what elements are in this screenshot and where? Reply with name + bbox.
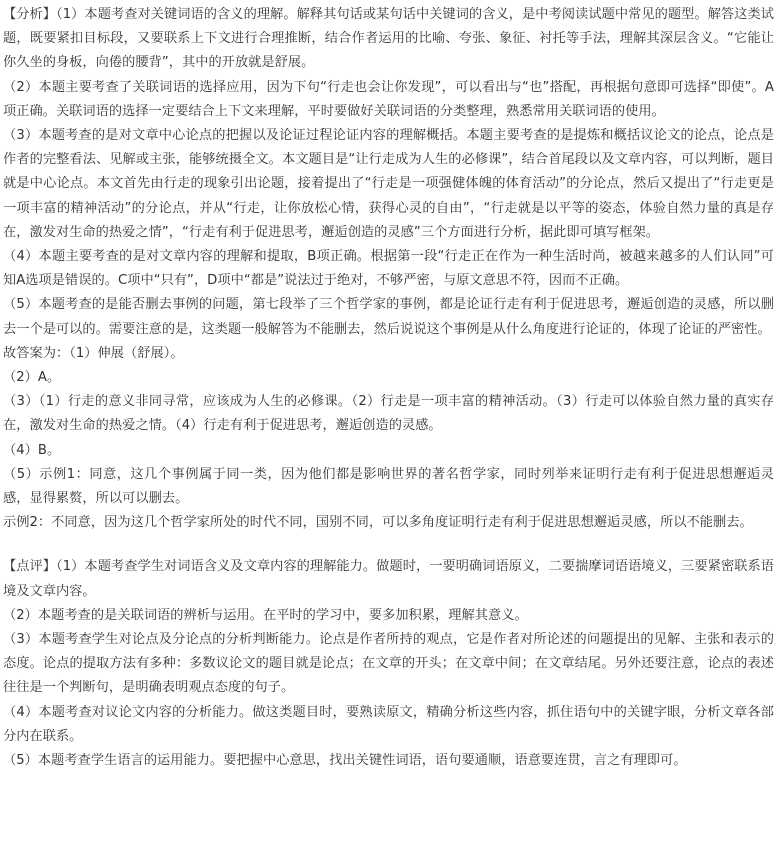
comment-paragraph-2: （2）本题考查的是关联词语的辨析与运用。在平时的学习中，要多加积累，理解其意义。 xyxy=(3,607,528,623)
answer-line-5-example-1: （5）示例1：同意，这几个事例属于同一类，因为他们都是影响世界的著名哲学家，同时列举来证明行走有利于促进思想邂逅灵感，显得累赘，所以可以删去。 xyxy=(3,466,774,507)
analysis-paragraph-1 xyxy=(3,3,774,76)
analysis-paragraph-2: （2）本题主要考查了关联词语的选择应用，因为下句“行走也会让你发现”，可以看出与“也”搭配，再根据句意即可选择“即使”。A项正确。关联词语的选择一定要结合上下文来理解，平时要做好关联词语的分类整理，熟悉常用关联词语的使用。 xyxy=(3,79,774,119)
analysis-tag: 【分析】 xyxy=(3,7,57,22)
analysis-section xyxy=(3,3,774,535)
section-gap xyxy=(3,535,774,555)
analysis-paragraph-5: （5）本题考查的是能否删去事例的问题，第七段举了三个哲学家的事例，都是论证行走有利于促进思考，邂逅创造的灵感，所以删去一个是可以的。需要注意的是，这类题一般解答为不能删去，然后说说这个事例是从什么角度进行论证的，体现了论证的严密性。 xyxy=(3,297,774,337)
comment-paragraph-4: （4）本题考查对议论文内容的分析能力。做这类题目时，要熟读原文，精确分析这些内容，抓住语句中的关键字眼，分析文章各部分内在联系。 xyxy=(3,704,774,744)
analysis-paragraph-4: （4）本题主要考查的是对文章内容的理解和提取，B项正确。根据第一段“行走正在作为一种生活时尚，被越来越多的人们认同”可知A选项是错误的。C项中“只有”，D项中“都是”说法过于绝对，不够严密，与原文意思不符，因而不正确。 xyxy=(3,249,774,289)
answer-line-4: （4）B。 xyxy=(3,442,61,458)
comment-tag: 【点评】 xyxy=(3,559,57,575)
comment-paragraph-1 xyxy=(3,555,774,603)
answer-line-2: （2）A。 xyxy=(3,370,61,386)
comment-paragraph-1-text: （1）本题考查学生对词语含义及文章内容的理解能力。做题时，一要明确词语原义，二要揣摩词语语境义，三要紧密联系语境及文章内容。 xyxy=(3,559,774,599)
comment-section xyxy=(3,555,774,773)
answer-line-5-example-2: 示例2：不同意，因为这几个哲学家所处的时代不同，国别不同，可以多角度证明行走有利于促进思想邂逅灵感，所以不能删去。 xyxy=(3,515,753,531)
analysis-paragraph-3: （3）本题考查的是对文章中心论点的把握以及论证过程论证内容的理解概括。本题主要考查的是提炼和概括议论文的论点，论点是作者的完整看法、见解或主张，能够统摄全文。本文题目是“让行走成为人生的必修课”，结合首尾段以及文章内容，可以判断，题目就是中心论点。本文首先由行走的现象引出论题，接着提出了“行走是一项强健体魄的体育活动”的分论点，然后又提出了“行走更是一项丰富的精神活动”的分论点，并从“行走，让你放松心情，获得心灵的自由”，“行走就是以平等的姿态，体验自然力量的真是存在，激发对生命的热爱之情”，“行走有利于促进思考，邂逅创造的灵感”三个方面进行分析，据此即可填写框架。 xyxy=(3,128,774,240)
analysis-paragraph-1-text: （1）本题考查对关键词语的含义的理解。解释其句话或某句话中关键词的含义，是中考阅读试题中常见的题型。解答这类试题，既要紧扣目标段，又要联系上下文进行合理推断，结合作者运用的比喻、夸张、象征、衬托等手法，理解其深层含义。“它能让你久坐的身板，向倦的腰背”，其中的开放就是舒展。 xyxy=(3,7,774,71)
comment-paragraph-5: （5）本题考查学生语言的运用能力。要把握中心意思，找出关键性词语，语句要通顺，语意要连贯，言之有理即可。 xyxy=(3,753,687,769)
comment-paragraph-3: （3）本题考查学生对论点及分论点的分析判断能力。论点是作者所持的观点，它是作者对所论述的问题提出的见解、主张和表示的态度。论点的提取方法有多种：多数议论文的题目就是论点；在文章的开头；在文章中间；在文章结尾。另外还要注意，论点的表述往往是一个判断句，是明确表明观点态度的句子。 xyxy=(3,632,774,696)
answer-line-1: 故答案为：（1）伸展（舒展）。 xyxy=(3,345,184,361)
answer-line-3: （3）（1）行走的意义非同寻常，应该成为人生的必修课。（2）行走是一项丰富的精神活动。（3）行走可以体验自然力量的真实存在，激发对生命的热爱之情。（4）行走有利于促进思考，邂逅创造的灵感。 xyxy=(3,394,774,434)
